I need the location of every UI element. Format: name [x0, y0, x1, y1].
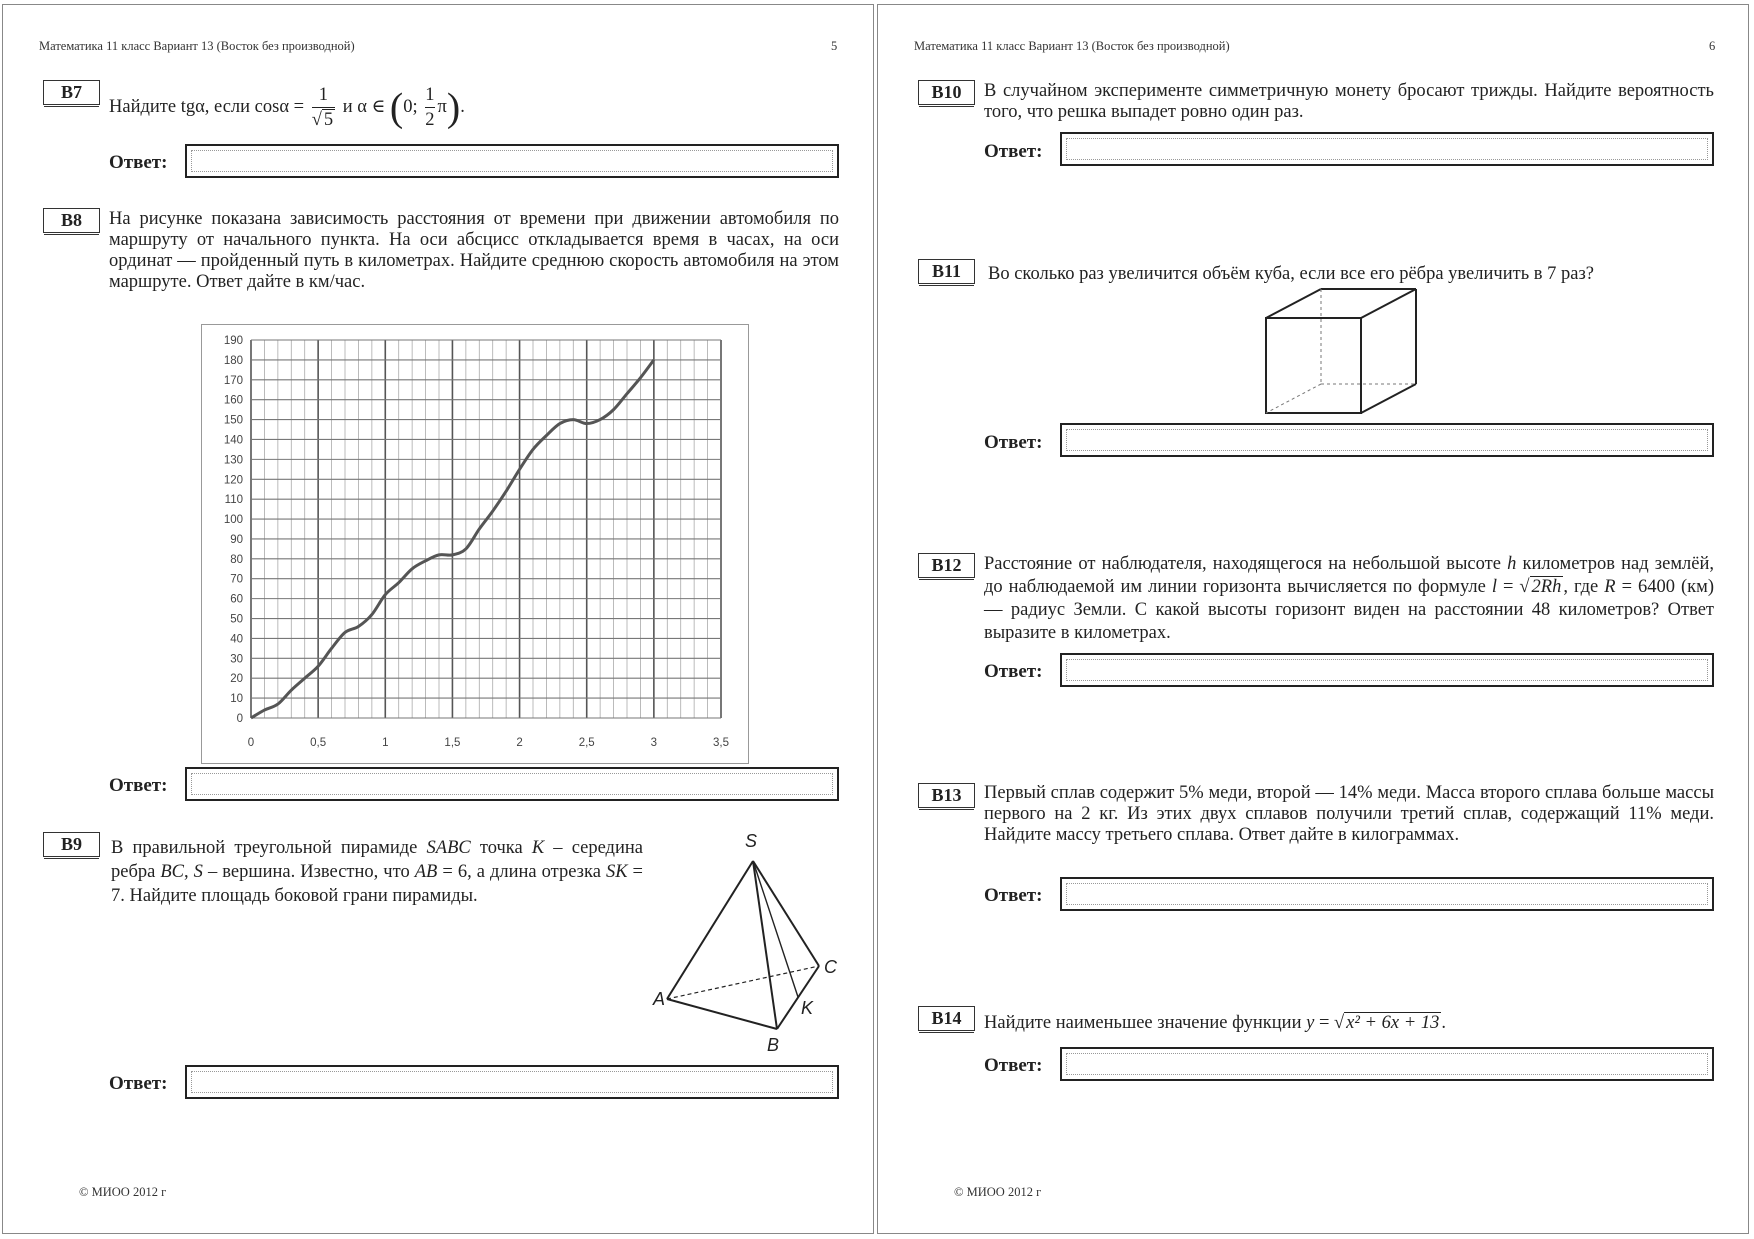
answer-label-b9: Ответ: [109, 1073, 168, 1094]
b7-rbrace: ) [446, 84, 461, 130]
problem-b14-text: Найдите наименьшее значение функции y = √ x² + 6x + 13 . [984, 1013, 1446, 1033]
problem-label-b8: B8 [43, 208, 100, 233]
b9-t11: SK [605, 862, 628, 882]
page-footer: © МИОО 2012 г [954, 1185, 1042, 1199]
b7-pi: π [437, 96, 447, 117]
b12-t1: Расстояние от наблюдателя, находящегося на небольшой высоте [984, 554, 1508, 574]
page-header: Математика 11 класс Вариант 13 (Восток без производной) [914, 39, 1230, 53]
answer-label-b11: Ответ: [984, 432, 1043, 453]
b9-t7: S [193, 862, 203, 882]
problem-b11-text: Во сколько раз увеличится объём куба, если все его рёбра увеличить в 7 раз? [988, 264, 1594, 284]
edge-SB [753, 861, 777, 1029]
b9-t9: AB [414, 862, 438, 882]
answer-label-b7: Ответ: [109, 152, 168, 173]
problem-label-b14: B14 [918, 1006, 975, 1031]
label-C: C [824, 957, 837, 977]
y-tick-label: 20 [230, 673, 243, 686]
label-S: S [745, 831, 758, 851]
answer-field-b9[interactable] [185, 1065, 839, 1099]
x-tick-label: 1 [382, 737, 389, 749]
b9-t1: SABC [426, 838, 471, 858]
y-tick-label: 70 [230, 573, 243, 586]
problem-b8-text: На рисунке показана зависимость расстояния от времени при движении автомобиля по маршруту от начального пункта. На оси абсцисс откладывается время в часах, на оси ординат — пройденный путь в километрах. Найдите среднюю скорость автомобиля на этом маршруте. Ответ дайте в км/час. [109, 209, 839, 292]
b14-radicand: x² + 6x + 13 [1346, 1013, 1440, 1033]
b12-eq: = [1496, 577, 1520, 597]
b7-interval-start: 0; [403, 96, 418, 117]
problem-b13-text: Первый сплав содержит 5% меди, второй — 14% меди. Масса второго сплава больше массы первого на 2 кг. Из этих двух сплавов получили третий сплав, содержащий 11% меди. Найдите массу третьего сплава. Ответ дайте в килограммах. [984, 783, 1714, 845]
b9-t4: – середина ребра [111, 838, 643, 882]
edge-SA [667, 861, 753, 999]
label-B: B [767, 1035, 780, 1055]
answer-field-b11[interactable] [1060, 423, 1714, 457]
cube-edge [1361, 289, 1416, 318]
b12-t4: = 6400 (км) — радиус Земли. С какой высоты горизонт виден на расстоянии 48 километров? Ответ выразите в километрах. [984, 577, 1715, 643]
y-tick-label: 180 [223, 354, 243, 367]
cube-figure [1263, 285, 1433, 420]
b14-y: y [1306, 1013, 1315, 1033]
label-A: A [653, 989, 666, 1009]
edge-AC-hidden [667, 966, 819, 999]
y-tick-label: 130 [223, 454, 243, 467]
x-tick-label: 2 [516, 737, 523, 749]
x-tick-label: 3,5 [713, 737, 729, 749]
answer-label-b14: Ответ: [984, 1055, 1043, 1076]
b7-frac1-den: √ 5 [311, 110, 334, 130]
page-number: 5 [831, 39, 838, 53]
b12-h: h [1507, 554, 1517, 574]
answer-label-b8: Ответ: [109, 775, 168, 796]
b9-t3: K [531, 838, 545, 858]
page-right [877, 4, 1749, 1234]
b7-lead: Найдите tgα, если cosα = [109, 96, 305, 117]
b14-t1: Найдите наименьшее значение функции [984, 1013, 1307, 1033]
answer-label-b10: Ответ: [984, 141, 1043, 162]
answer-field-b12[interactable] [1060, 653, 1714, 687]
b7-mid: и α ∈ [342, 96, 386, 117]
b14-eq: = [1314, 1013, 1334, 1033]
b7-frac2-den: 2 [425, 110, 435, 130]
y-tick-label: 120 [223, 474, 243, 487]
y-tick-label: 150 [223, 414, 243, 427]
page-header: Математика 11 класс Вариант 13 (Восток без производной) [39, 39, 355, 53]
b9-t6: , [184, 862, 194, 882]
y-tick-label: 90 [230, 533, 243, 546]
cube-edge [1361, 384, 1416, 413]
cube-front-face [1266, 318, 1361, 413]
y-tick-label: 170 [223, 374, 243, 387]
x-tick-label: 0,5 [310, 737, 327, 749]
answer-field-b7[interactable] [185, 144, 839, 178]
y-tick-label: 100 [223, 514, 243, 527]
y-tick-label: 40 [230, 633, 243, 646]
answer-label-b12: Ответ: [984, 661, 1043, 682]
answer-field-b14[interactable] [1060, 1047, 1714, 1081]
b12-l: l [1491, 577, 1497, 597]
problem-label-b12: B12 [918, 553, 975, 578]
b12-t3: , где [1563, 577, 1605, 597]
b12-R: R [1604, 577, 1616, 597]
b12-sqrt-body: 2Rh [1531, 577, 1562, 597]
x-tick-label: 0 [247, 737, 255, 749]
b14-end: . [1441, 1013, 1446, 1033]
page-footer: © МИОО 2012 г [79, 1185, 167, 1199]
y-tick-label: 30 [230, 653, 243, 666]
y-tick-label: 160 [223, 394, 243, 407]
problem-label-b9: B9 [43, 832, 100, 857]
y-tick-label: 60 [230, 593, 243, 606]
b7-frac1-num: 1 [312, 83, 335, 108]
chart-frame [201, 324, 749, 764]
pyramid-figure [643, 825, 843, 1055]
b9-t10: = 6, а длина отрезка [437, 862, 606, 882]
y-tick-label: 80 [230, 553, 243, 566]
b9-t5: BC [160, 862, 185, 882]
edge-AB [667, 999, 777, 1029]
b9-t0: В правильной треугольной пирамиде [111, 838, 427, 858]
b9-t12: = 7. Найдите площадь боковой грани пирамиды. [111, 862, 643, 906]
problem-b9-text [111, 836, 643, 908]
y-tick-label: 190 [223, 335, 243, 347]
b7-fraction-1 [312, 83, 335, 132]
problem-label-b13: B13 [918, 783, 975, 808]
label-K: K [801, 998, 814, 1018]
b7-frac2-num: 1 [425, 83, 434, 108]
y-tick-label: 0 [236, 713, 243, 725]
problem-b7-text [109, 83, 769, 132]
problem-b10-text: В случайном эксперименте симметричную монету бросают трижды. Найдите вероятность того, что решка выпадет ровно один раз. [984, 81, 1714, 122]
answer-field-b10[interactable] [1060, 132, 1714, 166]
page-left [2, 4, 874, 1234]
x-tick-label: 3 [650, 737, 658, 749]
cube-edge [1266, 289, 1321, 318]
answer-field-b13[interactable] [1060, 877, 1714, 911]
b9-t8: – вершина. Известно, что [202, 862, 415, 882]
cube-hidden-edge [1266, 384, 1321, 413]
problem-b12-text: Расстояние от наблюдателя, находящегося на небольшой высоте h километров над землёй, до наблюдаемой им линии горизонта вычисляется по формуле l = √ 2Rh , где R = 6400 (км) — радиус Земли. С какой высоты горизонт виден на расстоянии 48 километров? Ответ выразите в километрах. [984, 554, 1715, 643]
b7-sqrt-5: 5 [323, 110, 334, 130]
y-tick-label: 140 [223, 434, 243, 447]
b7-lbrace: ( [389, 84, 404, 130]
b9-t2: точка [470, 838, 532, 858]
y-tick-label: 50 [230, 613, 243, 626]
problem-label-b7: B7 [43, 80, 100, 105]
distance-time-chart [202, 325, 748, 763]
answer-field-b8[interactable] [185, 767, 839, 801]
problem-label-b11: B11 [918, 259, 975, 284]
edge-SC [753, 861, 819, 966]
x-tick-label: 2,5 [578, 737, 595, 749]
segment-SK [753, 861, 798, 997]
answer-label-b13: Ответ: [984, 885, 1043, 906]
problem-label-b10: B10 [918, 80, 975, 105]
y-tick-label: 110 [224, 494, 243, 507]
b7-fraction-2 [425, 83, 434, 132]
b7-end: . [460, 96, 465, 117]
b12-t2: километров над землёй, до наблюдаемой им линии горизонта вычисляется по формуле [984, 554, 1715, 597]
page-number: 6 [1709, 39, 1716, 53]
y-tick-label: 10 [230, 693, 243, 706]
x-tick-label: 1,5 [444, 737, 461, 749]
